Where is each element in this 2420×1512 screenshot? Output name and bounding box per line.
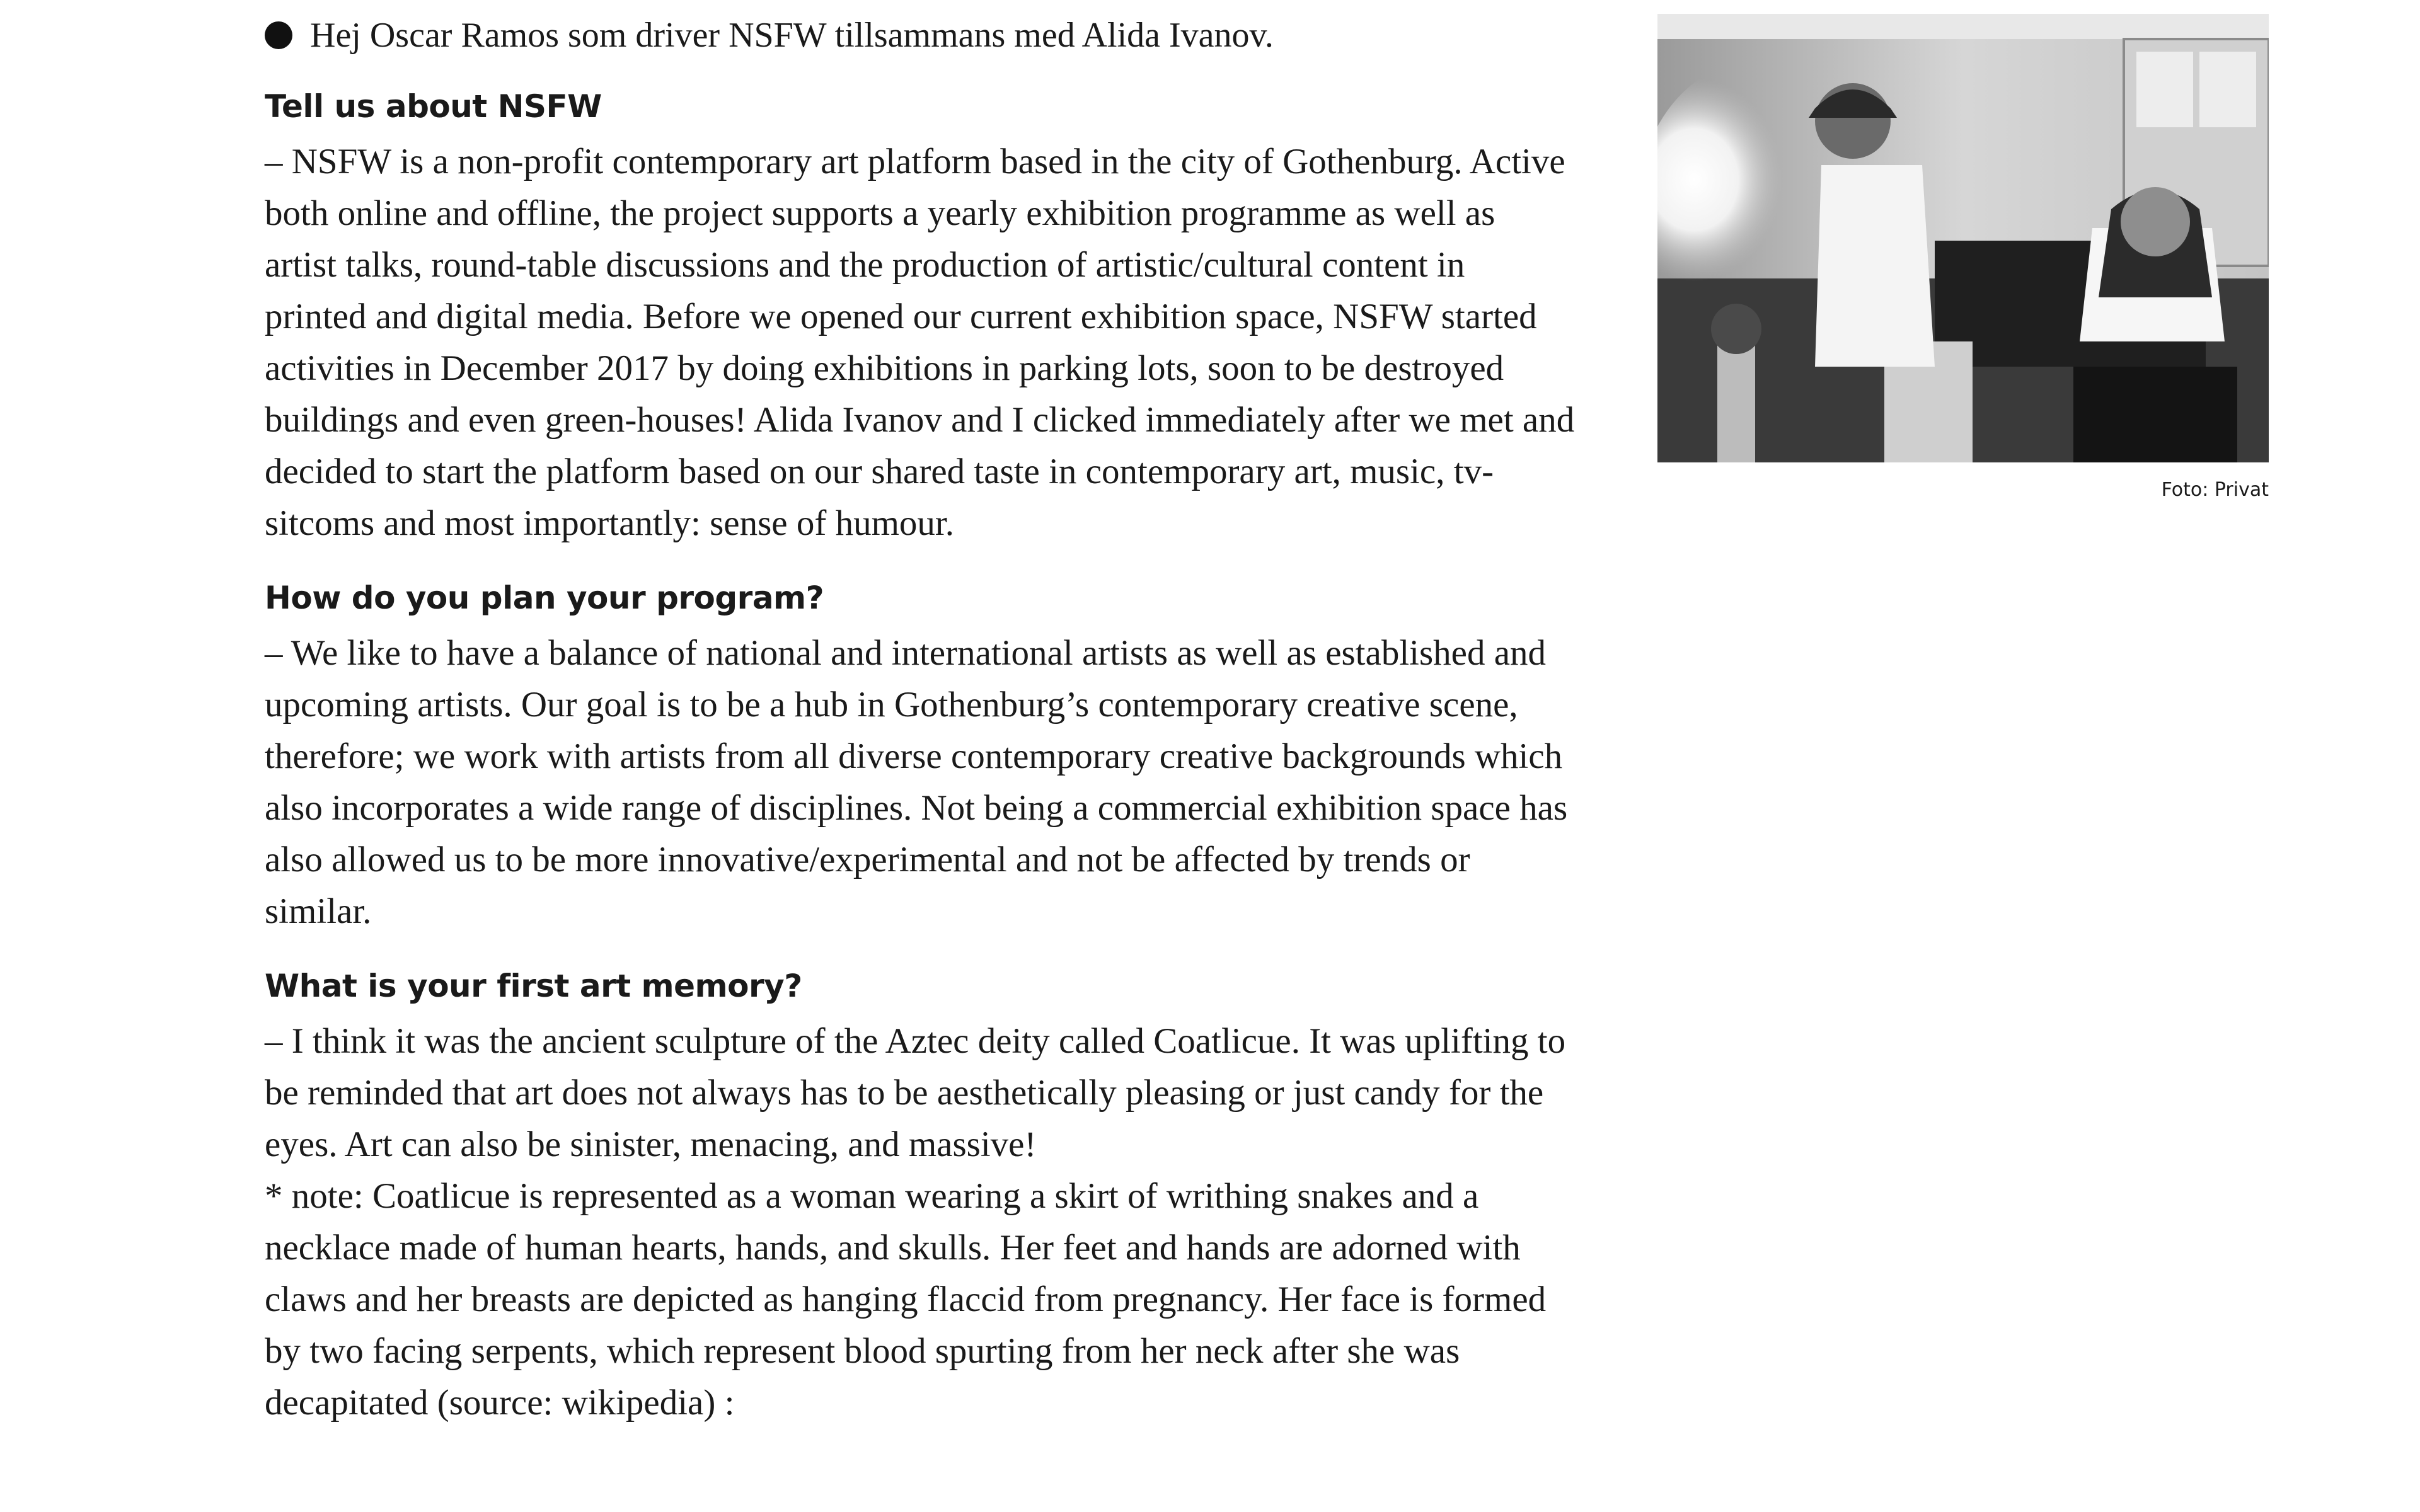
question-heading: How do you plan your program? bbox=[265, 580, 824, 616]
article-body bbox=[265, 11, 1576, 1455]
bullet-dot-icon bbox=[265, 21, 292, 49]
article-photo bbox=[1657, 14, 2269, 462]
article-intro bbox=[265, 11, 1576, 59]
photo-caption: Foto: Privat bbox=[2161, 479, 2269, 501]
question-heading: Tell us about NSFW bbox=[265, 88, 602, 125]
answer-paragraph: – We like to have a balance of national and international artists as well as established and upcoming artists. Our goal is to be a hub in Gothenburg’s contemporary creative scene, therefore; we work with artists from all diverse contemporary creative backgrounds which also incorporates a wide range of disciplines. Not being a commercial exhibition space has also allowed us to be more innovative/experimental and not be affected by trends or similar. bbox=[265, 633, 1568, 931]
footnote-paragraph: * note: Coatlicue is represented as a woman wearing a skirt of writhing snakes and a necklace made of human hearts, hands, and skulls. Her feet and hands are adorned with claws and her breasts are depicted as hanging flaccid from pregnancy. Her face is formed by two facing serpents, which represent blood spurting from her neck after she was decapitated (source: wikipedia) : bbox=[265, 1176, 1547, 1423]
question-heading: What is your first art memory? bbox=[265, 968, 802, 1004]
intro-text: Hej Oscar Ramos som driver NSFW tillsammans med Alida Ivanov. bbox=[310, 16, 1274, 55]
answer-paragraph: – I think it was the ancient sculpture of the Aztec deity called Coatlicue. It was uplifting to be reminded that art does not always has to be aesthetically pleasing or just candy for the eyes. Art can also be sinister, menacing, and massive! bbox=[265, 1021, 1566, 1164]
photo-figure bbox=[1657, 14, 2269, 503]
answer-paragraph: – NSFW is a non-profit contemporary art platform based in the city of Gothenburg. Active both online and offline, the project supports a yearly exhibition programme as well as artist talks, round-table discussions and the production of artistic/cultural content in printed and digital media. Before we opened our current exhibition space, NSFW started activities in December 2017 by doing exhibitions in parking lots, soon to be destroyed buildings and even green-houses! Alida Ivanov and I clicked immediately after we met and decided to start the platform based on our shared taste in contemporary art, music, tv-sitcoms and most importantly: sense of humour. bbox=[265, 142, 1575, 543]
